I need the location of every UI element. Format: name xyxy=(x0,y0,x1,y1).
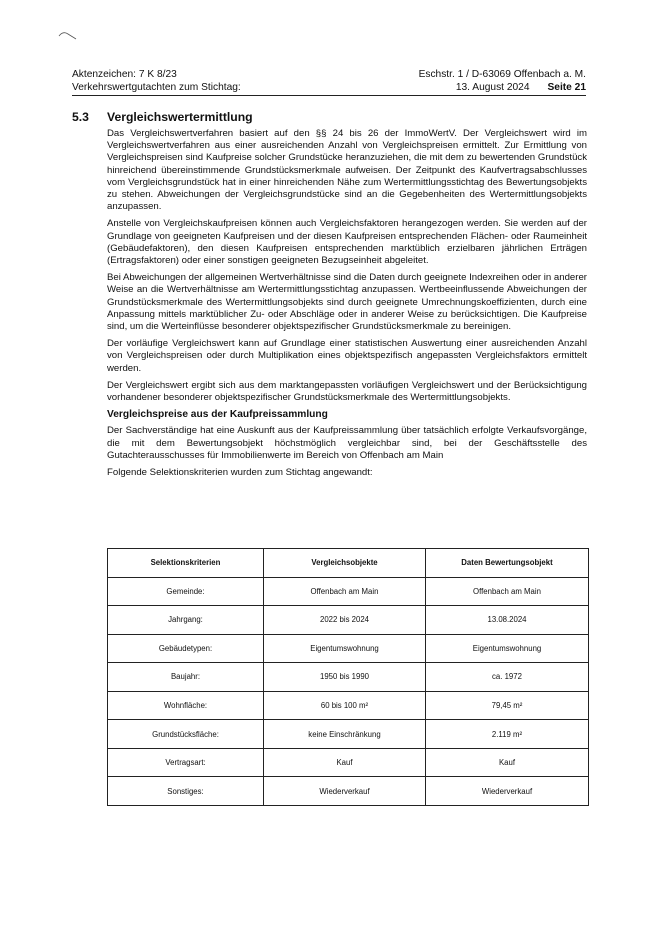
table-cell: Grundstücksfläche: xyxy=(108,720,264,749)
table-cell: keine Einschränkung xyxy=(264,720,426,749)
table-cell: Vertragsart: xyxy=(108,748,264,777)
table-lead-text: Folgende Selektionskriterien wurden zum Stichtag angewandt: xyxy=(107,467,373,479)
table-row xyxy=(108,634,589,663)
paragraph: Der Vergleichswert ergibt sich aus dem marktangepassten vorläufigen Vergleichswert und der Berücksichtigung vorhandener besonderer objektspezifischer Grundstücksmerkmale des Wertermittlungsobjekts. xyxy=(107,379,587,404)
table-cell: Offenbach am Main xyxy=(426,577,589,606)
table-cell: 79,45 m² xyxy=(426,691,589,720)
column-header: Vergleichsobjekte xyxy=(264,549,426,578)
table-row xyxy=(108,663,589,692)
subsection-title: Vergleichspreise aus der Kaufpreissammlung xyxy=(107,409,328,421)
reference-date: 13. August 2024 xyxy=(455,82,530,93)
table-cell: 60 bis 100 m² xyxy=(264,691,426,720)
table-cell: Baujahr: xyxy=(108,663,264,692)
column-header: Daten Bewertungsobjekt xyxy=(426,549,589,578)
table-cell: Sonstiges: xyxy=(108,777,264,806)
table-cell: Kauf xyxy=(264,748,426,777)
table-cell: Kauf xyxy=(426,748,589,777)
selection-criteria-table xyxy=(107,548,589,806)
table-row xyxy=(108,777,589,806)
table-cell: Eigentumswohnung xyxy=(426,634,589,663)
table-cell: Wiederverkauf xyxy=(264,777,426,806)
section-number: 5.3 xyxy=(72,110,89,124)
header-row-1 xyxy=(72,68,586,81)
section-title: Vergleichswertermittlung xyxy=(107,110,253,124)
table-cell: Offenbach am Main xyxy=(264,577,426,606)
pen-mark-scribble xyxy=(58,30,78,40)
section-heading xyxy=(72,110,253,124)
subsection-paragraph: Der Sachverständige hat eine Auskunft aus der Kaufpreissammlung über tatsächlich erfolgte Verkaufsvorgänge, die mit dem Bewertungsobjekt höchstmöglich vergleichbar sind, bei der Geschäftsstelle des Gutachterausschusses für Immobilienwerte im Bereich von Offenbach am Main xyxy=(107,425,587,461)
table-cell: 13.08.2024 xyxy=(426,606,589,635)
table-cell: Gebäudetypen: xyxy=(108,634,264,663)
table-row xyxy=(108,577,589,606)
table-cell: ca. 1972 xyxy=(426,663,589,692)
header-row-2 xyxy=(72,81,586,96)
table-cell: 1950 bis 1990 xyxy=(264,663,426,692)
table-row xyxy=(108,606,589,635)
file-number: Aktenzeichen: 7 K 8/23 xyxy=(72,69,177,80)
office-address: Eschstr. 1 / D-63069 Offenbach a. M. xyxy=(418,69,586,80)
column-header: Selektionskriterien xyxy=(108,549,264,578)
table-row xyxy=(108,691,589,720)
paragraph: Bei Abweichungen der allgemeinen Wertverhältnisse sind die Daten durch geeignete Indexreihen oder in anderer Weise an die Wertverhältnisse am Wertermittlungsstichtag anzupassen. Wertbeeinflussende Abweichungen der Grundstücksmerkmale des Wertermittlungsobjekts sind durch geeignete Umrechnungskoeffizienten, durch eine Anpassung mittels marktüblicher Zu- oder Abschläge oder in anderer Weise zu berücksichtigen. Die Kaufpreise sind, um die Werteinflüsse besonderer objektspezifischer Grundstücksmerkmale zu bereinigen. xyxy=(107,272,587,333)
table-cell: Eigentumswohnung xyxy=(264,634,426,663)
table-cell: 2022 bis 2024 xyxy=(264,606,426,635)
table-header-row xyxy=(108,549,589,578)
table-cell: 2.119 m² xyxy=(426,720,589,749)
table-row xyxy=(108,720,589,749)
paragraph: Anstelle von Vergleichskaufpreisen können auch Vergleichsfaktoren herangezogen werden. Sie werden auf der Grundlage von geeigneten Kaufpreisen und der diesen Kaufpreisen entsprechenden Flächen- oder Raumeinheit (Gebäudefaktoren), den diesen Kaufpreisen entsprechenden marktüblich erzielbaren jährlichen Erträgen (Ertragsfaktoren) oder einer sonstigen geeigneten Bezugseinheit abgeleitet. xyxy=(107,218,587,267)
paragraph: Das Vergleichswertverfahren basiert auf den §§ 24 bis 26 der ImmoWertV. Der Vergleichswert wird im Vergleichswertverfahren aus einer ausreichenden Anzahl von Vergleichspreisen ermittelt. Zur Ermittlung von Vergleichspreisen sind Kaufpreise solcher Grundstücke heranzuziehen, die mit dem zu bewertenden Grundstück hinreichend übereinstimmende Grundstücksmerkmale aufweisen. Der Zeitpunkt des Kaufvertragsabschlusses vom Vergleichsgrundstück hat in einer hinreichenden Nähe zum Wertermittlungsstichtag des Bewertungsobjekts zu stehen. Abweichungen der Vergleichsgrundstücke sind an die Gegebenheiten des Wertermittlungsobjekts anzupassen. xyxy=(107,128,587,213)
document-type: Verkehrswertgutachten zum Stichtag: xyxy=(72,82,241,93)
table-cell: Jahrgang: xyxy=(108,606,264,635)
paragraph: Der vorläufige Vergleichswert kann auf Grundlage einer statistischen Auswertung einer ausreichenden Anzahl von Vergleichspreisen oder durch Multiplikation eines objektspezifisch angepassten Vergleichsfaktors ermittelt werden. xyxy=(107,338,587,374)
table-cell: Gemeinde: xyxy=(108,577,264,606)
header-date-page xyxy=(456,81,586,94)
page-number: Seite 21 xyxy=(547,82,586,93)
table-row xyxy=(108,748,589,777)
table-cell: Wiederverkauf xyxy=(426,777,589,806)
table-cell: Wohnfläche: xyxy=(108,691,264,720)
section-body xyxy=(107,128,587,483)
